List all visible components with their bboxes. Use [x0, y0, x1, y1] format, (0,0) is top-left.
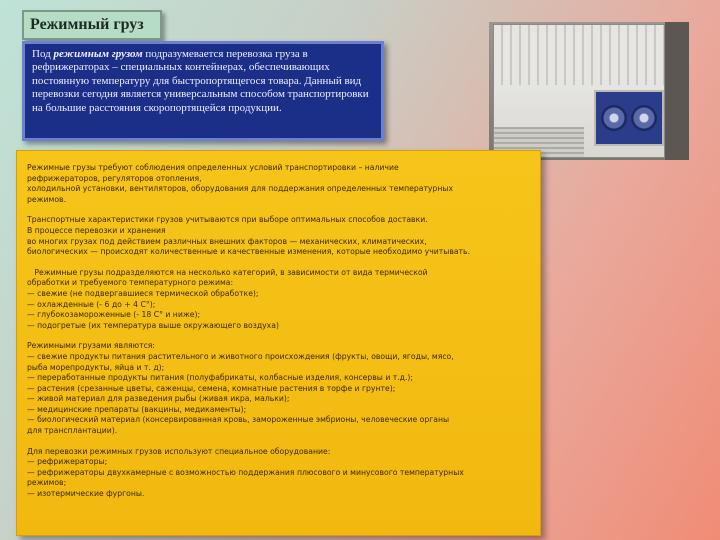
- text-line: Режимные грузы требуют соблюдения определенных условий транспортировки – наличие: [27, 163, 399, 172]
- text-line: — растения (срезанные цветы, саженцы, семена, комнатные растения в торфе и грунте);: [27, 383, 396, 393]
- text-line: Режимные грузы подразделяются на несколько категорий, в зависимости от вида термической: [27, 267, 428, 277]
- intro-emphasis: режимным грузом: [53, 48, 143, 60]
- paragraph-requirements: [27, 163, 530, 205]
- text-line: — подогретые (их температура выше окружающего воздуха): [27, 320, 279, 330]
- paragraph-characteristics: [27, 215, 530, 257]
- refrigeration-unit: [594, 90, 664, 146]
- text-line: Транспортные характеристики грузов учитываются при выборе оптимальных способов доставки.: [27, 215, 428, 225]
- text-line: Режимными грузами являются:: [27, 341, 156, 351]
- text-line: обработки и требуемого температурного режима:: [27, 278, 234, 288]
- paragraph-categories: [27, 268, 530, 332]
- intro-definition: [22, 41, 384, 141]
- text-line: В процессе перевозки и хранения: [27, 225, 166, 235]
- slide-title: Режимный груз: [22, 10, 162, 40]
- intro-prefix: Под: [32, 48, 54, 60]
- text-line: Для перевозки режимных грузов используют специальное оборудование:: [27, 446, 331, 456]
- main-content: [16, 150, 541, 536]
- reefer-container-photo: [489, 22, 689, 160]
- text-line: во многих грузах под действием различных внешних факторов — механических, климатических,: [27, 236, 427, 246]
- text-line: — рефрижераторы двухкамерные с возможностью поддержания плюсового и минусового температурных: [27, 467, 464, 477]
- text-line: — биологический материал (консервированная кровь, замороженные эмбрионы, человеческие органы: [27, 415, 450, 425]
- text-line: — свежие продукты питания растительного и животного происхождения (фрукты, овощи, ягоды, мясо,: [27, 351, 454, 361]
- text-line: рыба морепродукты, яйца и т. д);: [27, 362, 165, 372]
- text-line: — живой материал для разведения рыбы (живая икра, мальки);: [27, 394, 290, 404]
- text-line: — свежие (не подвергавшиеся термической обработке);: [27, 288, 259, 298]
- text-line: холодильной установки, вентиляторов, оборудования для поддержания определенных температурных: [27, 184, 453, 194]
- text-line: — рефрижераторы;: [27, 457, 108, 467]
- paragraph-equipment: [27, 447, 530, 500]
- text-line: рефрижераторов, регуляторов отопления,: [27, 173, 202, 183]
- text-line: для трансплантации).: [27, 426, 118, 436]
- text-line: — изотермические фургоны.: [27, 489, 145, 499]
- fan-icon: [601, 105, 627, 131]
- text-line: режимов.: [27, 194, 67, 204]
- text-line: биологических — происходят количественные и качественные изменения, которые необходимо учитывать.: [27, 247, 471, 257]
- container-ribs: [494, 25, 664, 85]
- text-line: — медицинские препараты (вакцины, медикаменты);: [27, 404, 247, 414]
- text-line: — охлажденные (- 6 до + 4 С°);: [27, 299, 156, 309]
- container-body: [493, 24, 665, 158]
- fan-icon: [631, 105, 657, 131]
- intro-text: подразумевается перевозка груза в рефрижераторах – специальных контейнерах, обеспечивающих постоянную температуру для быстропортящегося товара. Данный вид перевозки сегодня является универсальным способом транспортировки на большие расстояния скоропортящейся продукции.: [32, 48, 369, 114]
- background-pillar: [665, 22, 689, 160]
- text-line: — переработанные продукты питания (полуфабрикаты, колбасные изделия, консервы и т.д.);: [27, 373, 414, 383]
- text-line: режимов;: [27, 478, 67, 488]
- text-line: — глубокозамороженные (- 18 С° и ниже);: [27, 310, 201, 320]
- paragraph-cargo-types: [27, 341, 530, 436]
